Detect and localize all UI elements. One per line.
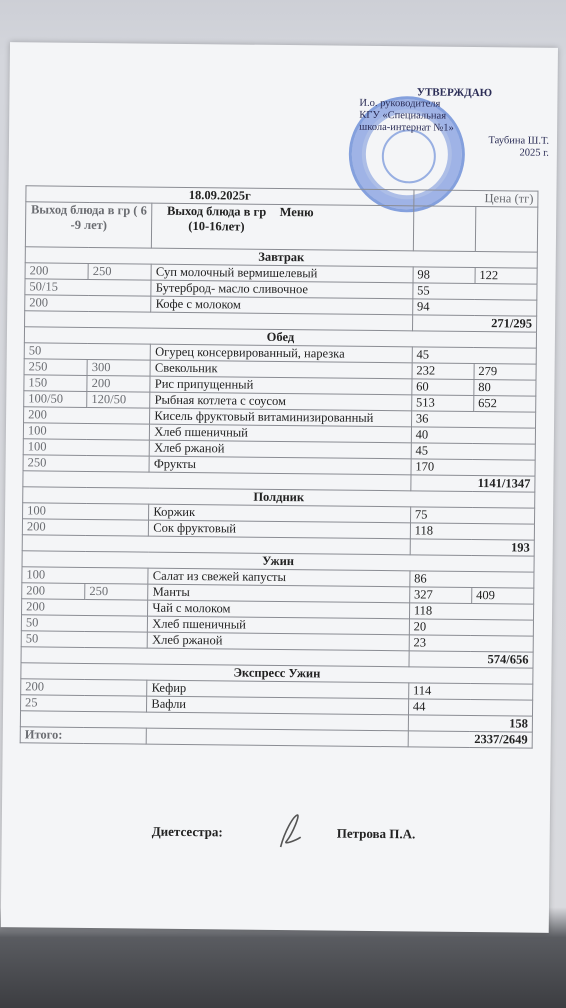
portion-small: 200 [24, 407, 151, 424]
price-small: 45 [412, 347, 536, 364]
out-big-and-menu-header [152, 203, 414, 251]
dish-name: Сок фруктовый [149, 520, 411, 539]
portion-big: 120/50 [87, 391, 150, 408]
price-big: 279 [474, 364, 536, 381]
portion-small: 25 [21, 695, 148, 712]
price-small: 75 [410, 507, 534, 524]
price-small: 23 [409, 635, 533, 652]
dish-name: Коржик [149, 504, 411, 523]
dish-name: Свекольник [150, 360, 412, 379]
dish-name: Рыбная котлета с соусом [150, 392, 412, 411]
approval-line: Таубина Ш.Т. [488, 135, 550, 147]
price-small: 118 [409, 603, 533, 620]
dish-name: Вафли [147, 696, 409, 715]
section-title: Ужин [22, 551, 534, 572]
approval-line: школа-интернат №1» [359, 121, 454, 134]
portion-small: 100/50 [24, 391, 87, 408]
section-title: Полдник [23, 487, 535, 508]
section-total: 158 [408, 715, 532, 732]
portion-big: 250 [88, 263, 151, 280]
out-big-header: Выход блюда в гр (10-16лет) [166, 203, 267, 234]
price-header: Цена (тг) [414, 190, 538, 207]
portion-small: 150 [24, 375, 87, 392]
portion-small: 50 [24, 343, 151, 360]
portion-small: 100 [23, 423, 150, 440]
approval-line: 2025 г. [519, 147, 549, 159]
table-row [25, 202, 537, 252]
portion-small: 200 [22, 583, 85, 600]
portion-big: 200 [87, 375, 150, 392]
section-title: Завтрак [25, 247, 537, 268]
price-big: 409 [472, 587, 534, 604]
price-small: 170 [411, 459, 535, 476]
dish-name: Бутерброд- масло сливочное [151, 280, 413, 299]
section-total: 1141/1347 [411, 475, 535, 492]
price-big: 652 [474, 396, 536, 413]
dish-name: Огурец консервированный, нарезка [151, 344, 413, 363]
approval-line: КГУ «Специальная [359, 109, 447, 122]
portion-big: 250 [85, 583, 148, 600]
signature-role: Диетсестра: [151, 823, 223, 840]
price-small: 55 [413, 283, 537, 300]
price-small: 118 [410, 523, 534, 540]
grand-total-label: Итого: [20, 727, 147, 744]
approval-line: И.о. руководителя [359, 97, 441, 110]
dish-name: Суп молочный вермишелевый [151, 264, 413, 283]
dish-name: Рис припущенный [150, 376, 412, 395]
portion-small: 200 [22, 599, 149, 616]
portion-small: 50 [21, 631, 148, 648]
dish-name: Хлеб пшеничный [150, 424, 412, 443]
section-title: Обед [24, 327, 536, 348]
dish-name: Манты [148, 584, 410, 603]
portion-small: 200 [22, 519, 149, 536]
portion-big: 300 [87, 359, 150, 376]
price-small: 232 [412, 363, 474, 380]
section-total: 574/656 [409, 651, 533, 668]
section-total: 193 [410, 539, 534, 556]
grand-total-value: 2337/2649 [408, 731, 532, 748]
portion-small: 200 [25, 295, 152, 312]
portion-small: 250 [23, 455, 150, 472]
dish-name: Кефир [147, 680, 409, 699]
dish-name: Чай с молоком [148, 600, 410, 619]
dish-name: Хлеб ржаной [148, 632, 410, 651]
menu-table [20, 185, 539, 748]
portion-small: 50 [21, 615, 148, 632]
portion-small: 100 [23, 439, 150, 456]
section-total: 271/295 [412, 315, 536, 332]
approval-block [359, 86, 550, 160]
price-small: 513 [411, 395, 473, 412]
section-title: Экспресс Ужин [21, 663, 533, 684]
dish-name: Кисель фруктовый витаминизированный [150, 408, 412, 427]
price-big: 122 [475, 268, 537, 285]
portion-small: 100 [22, 567, 149, 584]
price-small: 40 [411, 427, 535, 444]
price-small: 94 [412, 299, 536, 316]
signature-block [151, 823, 512, 842]
dish-name: Салат из свежей капусты [148, 568, 410, 587]
signature-name: Петрова П.А. [336, 825, 416, 842]
price-small: 86 [410, 571, 534, 588]
portion-small: 100 [23, 503, 150, 520]
price-small: 20 [409, 619, 533, 636]
handwritten-signature [267, 811, 307, 851]
portion-small: 200 [21, 679, 148, 696]
price-small: 114 [408, 683, 532, 700]
price-small: 36 [411, 411, 535, 428]
dish-name: Кофе с молоком [151, 296, 413, 315]
menu-sheet [1, 42, 558, 933]
out-small-header: Выход блюда в гр ( 6 -9 лет) [25, 202, 152, 248]
dish-name: Фрукты [149, 456, 411, 475]
approval-heading: УТВЕРЖДАЮ [416, 86, 493, 100]
portion-small: 50/15 [25, 279, 152, 296]
price-big: 80 [474, 380, 536, 397]
price-small: 60 [412, 379, 474, 396]
price-small: 45 [411, 443, 535, 460]
portion-small: 200 [25, 263, 88, 280]
dish-name: Хлеб пшеничный [148, 616, 410, 635]
dish-name: Хлеб ржаной [150, 440, 412, 459]
menu-date: 18.09.2025г [26, 186, 414, 206]
price-small: 327 [409, 587, 471, 604]
price-small: 44 [408, 699, 532, 716]
grand-total-spacer [147, 728, 409, 747]
portion-small: 250 [24, 359, 87, 376]
menu-header: Меню [279, 204, 314, 220]
price-small: 98 [413, 267, 475, 284]
